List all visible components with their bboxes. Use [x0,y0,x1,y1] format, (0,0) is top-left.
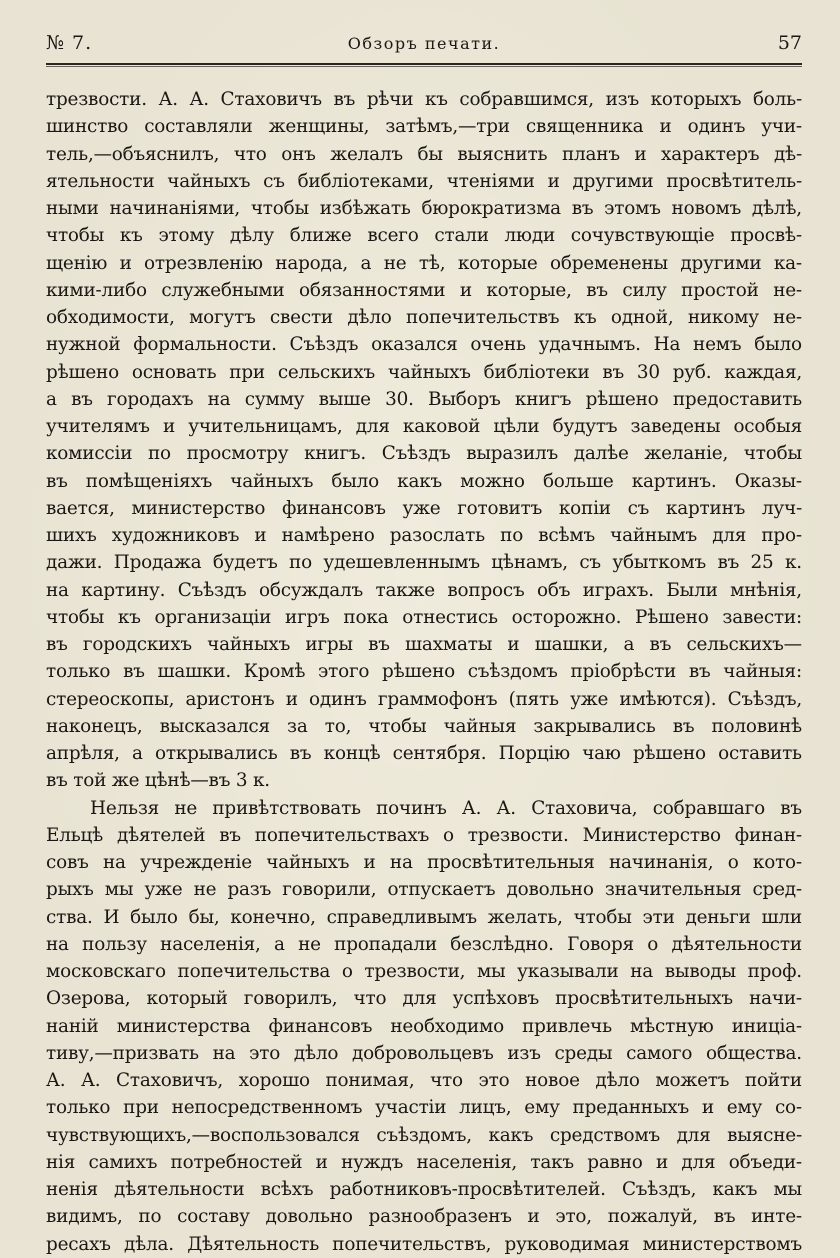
text-line: трезвости. А. А. Стаховичъ въ рѣчи къ собравшимся, изъ которыхъ боль- [46,89,802,110]
text-line: дажи. Продажа будетъ по удешевленнымъ цѣнамъ, съ убыткомъ въ 25 к. [46,552,802,574]
text-line: ства. И было бы, конечно, справедливымъ желать, чтобы эти деньги шли [46,906,802,928]
text-line: нія самихъ потребностей и нуждъ населенія, такъ равно и для объеди- [46,1151,802,1173]
text-line: обходимости, могутъ свести дѣло попечительствъ къ одной, никому не- [46,307,802,328]
text-line: ненія дѣятельности всѣхъ работниковъ-просвѣтителей. Съѣздъ, какъ мы [46,1179,802,1200]
text-line: а въ городахъ на сумму выше 30. Выборъ книгъ рѣшено предоставить [46,388,802,410]
issue-number: № 7. [46,32,93,54]
article-body [46,86,802,1258]
text-line: совъ на учрежденіе чайныхъ и на просвѣтительныя начинанія, о кото- [46,852,802,873]
text-line: рѣшено основать при сельскихъ чайныхъ библіотеки въ 30 руб. каждая, [46,361,802,383]
text-line: въ городскихъ чайныхъ игры въ шахматы и шашки, а въ сельскихъ— [46,634,802,655]
text-line: комиссіи по просмотру книгъ. Съѣздъ выразилъ далѣе желаніе, чтобы [46,443,802,465]
text-line: щенію и отрезвленію народа, а не тѣ, которые обременены другими ка- [46,252,802,274]
text-line: рыхъ мы уже не разъ говорили, отпускаетъ довольно значительныя сред- [46,879,802,901]
text-line: кими-либо служебными обязанностями и которые, въ силу простой не- [46,279,802,301]
text-line: учителямъ и учительницамъ, для каковой цѣли будутъ заведены особыя [46,416,802,437]
text-line: Озерова, который говорилъ, что для успѣховъ просвѣтительныхъ начи- [46,988,802,1010]
text-line: тель,—объяснилъ, что онъ желалъ бы выяснить планъ и характеръ дѣ- [46,143,802,165]
header-rule-thin [46,66,802,67]
page-number: 57 [777,32,802,54]
section-title: Обзоръ печати. [347,34,501,53]
header-rule [46,63,802,65]
text-line: А. А. Стаховичъ, хорошо понимая, что это новое дѣло можетъ пойти [46,1070,802,1091]
text-line: ресахъ дѣла. Дѣятельность попечительствъ, руководимая министерствомъ [46,1233,802,1255]
text-line: нужной формальности. Съѣздъ оказался очень удачнымъ. На немъ было [46,334,802,356]
text-line: шихъ художниковъ и намѣрено разослать по всѣмъ чайнымъ для про- [46,525,802,546]
text-line: шинство составляли женщины, затѣмъ,—три священника и одинъ учи- [46,116,802,138]
text-line: вается, министерство финансовъ уже готовитъ копіи съ картинъ луч- [46,497,802,519]
text-line: на пользу населенія, а не пропадали безслѣдно. Говоря о дѣятельности [46,933,802,955]
text-line: стереоскопы, аристонъ и одинъ граммофонъ (пять уже имѣются). Съѣздъ, [46,688,802,710]
text-line: видимъ, по составу довольно разнообразенъ и это, пожалуй, въ инте- [46,1206,802,1228]
text-line: чтобы къ этому дѣлу ближе всего стали люди сочувствующіе просвѣ- [46,225,802,247]
paragraph-last-line: въ той же цѣнѣ—въ 3 к. [46,770,270,792]
text-line: только въ шашки. Кромѣ этого рѣшено съѣздомъ пріобрѣсти въ чайныя: [46,661,802,683]
text-line: въ помѣщеніяхъ чайныхъ было какъ можно больше картинъ. Оказы- [46,470,802,492]
text-line: ными начинаніями, чтобы избѣжать бюрократизма въ этомъ новомъ дѣлѣ, [46,198,802,219]
text-line: Ельцѣ дѣятелей въ попечительствахъ о трезвости. Министерство финан- [46,824,802,846]
paragraph-first-line: Нельзя не привѣтствовать починъ А. А. Стаховича, собравшаго въ [90,797,802,819]
text-line: чтобы къ организаціи игръ пока отнестись осторожно. Рѣшено завести: [46,606,802,628]
text-line: наній министерства финансовъ необходимо привлечь мѣстную иниціа- [46,1015,802,1037]
text-line: ятельности чайныхъ съ библіотеками, чтеніями и другими просвѣтитель- [46,170,802,192]
text-line: апрѣля, а открывались въ концѣ сентября. Порцію чаю рѣшено оставить [46,743,802,764]
text-line: на картину. Съѣздъ обсуждалъ также вопросъ объ играхъ. Были мнѣнія, [46,579,802,601]
running-header [46,30,802,60]
text-line: наконецъ, высказался за то, чтобы чайныя закрывались въ половинѣ [46,715,802,737]
text-line: только при непосредственномъ участіи лицъ, ему преданныхъ и ему со- [46,1097,802,1119]
text-line: тиву,—призвать на это дѣло добровольцевъ изъ среды самого общества. [46,1042,802,1064]
text-line: чувствующихъ,—воспользовался съѣздомъ, какъ средствомъ для выясне- [46,1124,802,1146]
text-line: московскаго попечительства о трезвости, мы указывали на выводы проф. [46,961,802,982]
